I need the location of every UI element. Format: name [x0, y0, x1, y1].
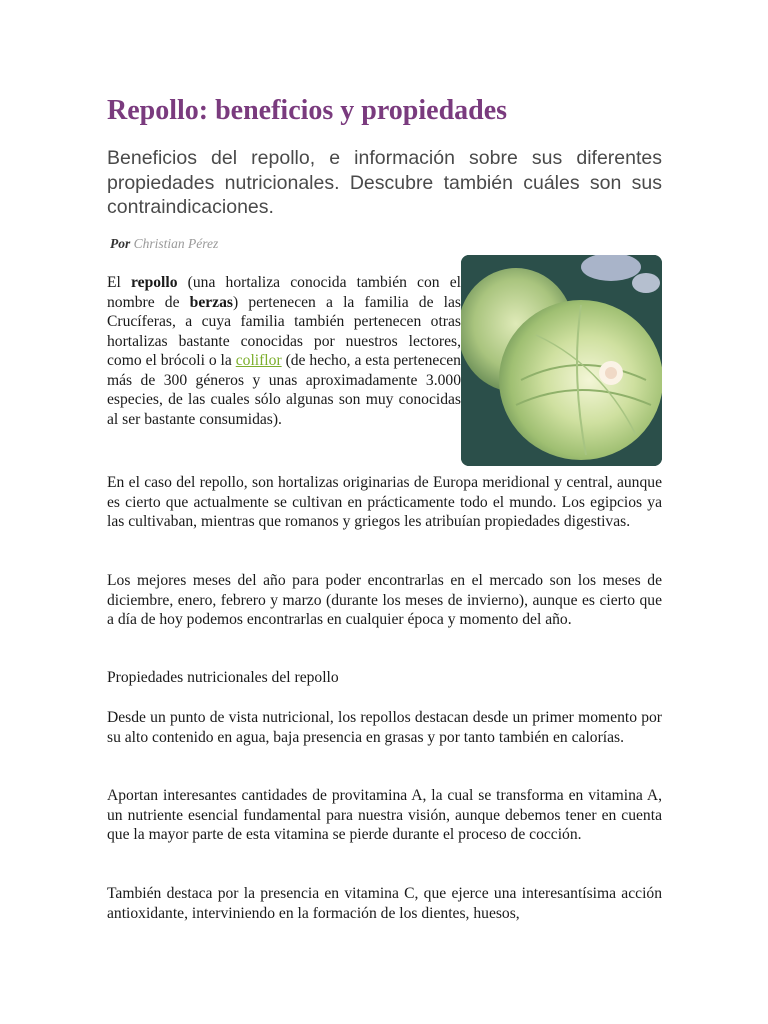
p1-bold-berzas: berzas	[189, 293, 233, 311]
p1-bold-repollo: repollo	[131, 274, 178, 291]
paragraph-1	[107, 273, 461, 429]
cabbage-illustration	[461, 255, 662, 466]
paragraph-6: También destaca por la presencia en vitamina C, que ejerce una interesantísima acción antioxidante, interviniendo en la formación de los dientes, huesos,	[107, 885, 662, 922]
coliflor-link[interactable]: coliflor	[235, 352, 282, 369]
p1-text-a: El	[107, 274, 132, 291]
paragraph-2: En el caso del repollo, son hortalizas originarias de Europa meridional y central, aunque es cierto que actualmente se cultivan en prácticamente todo el mundo. Los egipcios ya las cultivaban, mientras que romanos y griegos les atribuían propiedades digestivas.	[107, 474, 662, 530]
p1-text-c: (una hortaliza conocida también con el nombre de	[107, 274, 461, 311]
cabbage-photo	[461, 255, 662, 466]
article-subtitle: Beneficios del repollo, e información sobre sus diferentes propiedades nutricionales. Descubre también cuáles son sus contraindicaciones.	[107, 147, 662, 218]
byline-prefix: Por	[110, 236, 131, 251]
page-title: Repollo: beneficios y propiedades	[107, 95, 508, 126]
p1-text-f: (de hecho, a esta pertenecen más de 300 géneros y unas aproximadamente 3.000 especies, de las cuales sólo algunas son muy conocidas al ser bastante consumidas).	[107, 352, 461, 428]
author-name: Christian Pérez	[133, 236, 219, 251]
p1-text-e: ) pertenecen a la familia de las Crucíferas, a cuya familia también pertenecen otras hortalizas bastante conocidas por nuestros lectores, como el brócoli o la	[107, 293, 462, 369]
section-heading: Propiedades nutricionales del repollo	[107, 669, 339, 686]
byline	[110, 236, 218, 252]
paragraph-5: Aportan interesantes cantidades de provitamina A, la cual se transforma en vitamina A, un nutriente esencial fundamental para nuestra visión, aunque debemos tener en cuenta que la mayor parte de esta vitamina se pierde durante el proceso de cocción.	[107, 787, 662, 843]
paragraph-3: Los mejores meses del año para poder encontrarlas en el mercado son los meses de diciembre, enero, febrero y marzo (durante los meses de invierno), aunque es cierto que a día de hoy podemos encontrarlas en cualquier época y momento del año.	[107, 572, 662, 628]
paragraph-4: Desde un punto de vista nutricional, los repollos destacan desde un primer momento por su alto contenido en agua, baja presencia en grasas y por tanto también en calorías.	[107, 709, 662, 746]
